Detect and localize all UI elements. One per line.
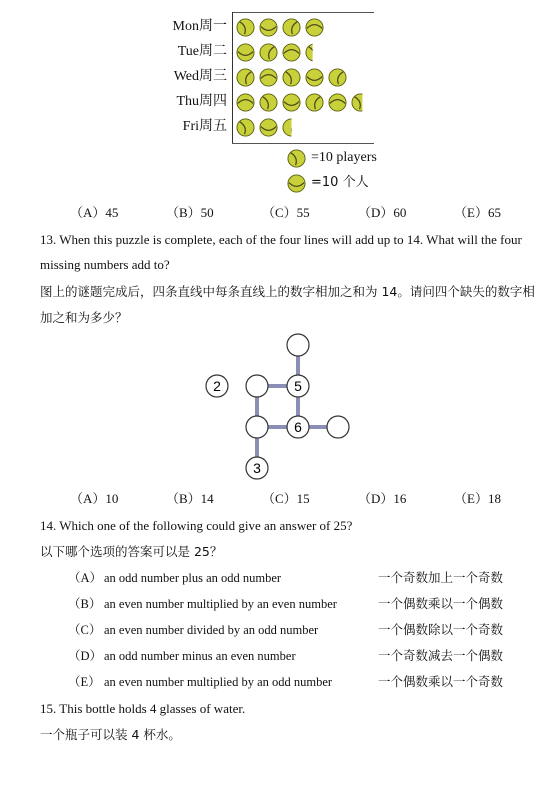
tennis-ball-icon xyxy=(259,68,278,87)
choice-text-en: an even number multiplied by an even number xyxy=(104,597,337,611)
q13-text-zh-2: 加之和为多少？ xyxy=(40,310,128,325)
choice-letter: （B） xyxy=(68,597,102,611)
tennis-ball-icon xyxy=(236,68,255,87)
tennis-ball-icon xyxy=(305,93,324,112)
q13-text-zh-1: 图上的谜题完成后，四条直线中每条直线上的数字相加之和为 14。请问四个缺失的数字相 xyxy=(40,284,535,299)
q13-option-a[interactable]: （A）10 xyxy=(70,491,119,506)
tennis-ball-icon xyxy=(282,18,301,37)
pictogram-top-rule xyxy=(232,12,374,13)
choice-text-en: an even number divided by an odd number xyxy=(104,623,319,637)
q13-text-en-1: 13. When this puzzle is complete, each of the four lines will add up to 14. What will the four xyxy=(40,232,522,247)
choice-text-zh: 一个奇数加上一个奇数 xyxy=(378,570,504,585)
q13-option-e[interactable]: （E）18 xyxy=(454,491,501,506)
tennis-ball-icon xyxy=(236,118,255,137)
legend-text-zh: =10 个人 xyxy=(311,175,369,190)
tennis-ball-icon xyxy=(282,68,301,87)
tennis-ball-icon xyxy=(328,93,347,112)
choice-text-en: an even number multiplied by an odd number xyxy=(104,675,333,689)
tennis-ball-icon xyxy=(236,18,255,37)
legend-text-en: =10 players xyxy=(311,150,377,165)
number-puzzle-diagram xyxy=(195,330,365,485)
choice-letter: （A） xyxy=(68,571,103,585)
choice-text-zh: 一个偶数除以一个奇数 xyxy=(378,622,504,637)
puzzle-number-center: 6 xyxy=(294,419,302,435)
tennis-ball-icon xyxy=(259,18,278,37)
tennis-ball-icon xyxy=(305,68,324,87)
q15-text-zh: 一个瓶子可以装 4 杯水。 xyxy=(40,727,181,742)
choice-letter: （D） xyxy=(68,649,103,663)
tennis-ball-icon xyxy=(287,149,306,168)
q12-option-b[interactable]: （B）50 xyxy=(166,205,214,220)
tennis-ball-icon xyxy=(236,93,255,112)
choice-text-en: an odd number minus an even number xyxy=(104,649,296,663)
day-label-thu: Thu周四 xyxy=(176,94,227,109)
q12-option-a[interactable]: （A）45 xyxy=(70,205,119,220)
puzzle-circle-empty xyxy=(246,375,268,397)
tennis-ball-icon xyxy=(305,18,324,37)
q13-text-en-2: missing numbers add to? xyxy=(40,257,170,272)
tennis-ball-icon xyxy=(328,68,347,87)
day-label-fri: Fri周五 xyxy=(182,119,227,134)
tennis-ball-icon xyxy=(259,118,278,137)
choice-text-zh: 一个偶数乘以一个偶数 xyxy=(378,596,504,611)
day-label-mon: Mon周一 xyxy=(172,19,227,34)
q14-text-en: 14. Which one of the following could give an answer of 25? xyxy=(40,518,353,533)
puzzle-number-bottom: 3 xyxy=(253,460,261,476)
pictogram-axis xyxy=(232,12,233,144)
q12-option-e[interactable]: （E）65 xyxy=(454,205,501,220)
choice-letter: （C） xyxy=(68,623,102,637)
choice-text-zh: 一个奇数减去一个偶数 xyxy=(378,648,504,663)
puzzle-number-top-right: 5 xyxy=(294,378,302,394)
q12-option-c[interactable]: （C）55 xyxy=(262,205,310,220)
q13-option-d[interactable]: （D）16 xyxy=(358,491,407,506)
choice-letter: （E） xyxy=(68,675,101,689)
tennis-ball-icon xyxy=(287,174,306,193)
q13-option-c[interactable]: （C）15 xyxy=(262,491,310,506)
day-label-tue: Tue周二 xyxy=(177,44,227,59)
tennis-ball-icon xyxy=(259,43,278,62)
q14-text-zh: 以下哪个选项的答案可以是 25？ xyxy=(40,544,223,559)
tennis-ball-icon xyxy=(282,43,301,62)
puzzle-circle-empty xyxy=(246,416,268,438)
tennis-ball-icon xyxy=(236,43,255,62)
day-label-wed: Wed周三 xyxy=(173,69,227,84)
q13-option-b[interactable]: （B）14 xyxy=(166,491,214,506)
puzzle-circle-empty xyxy=(327,416,349,438)
tennis-ball-icon xyxy=(305,43,324,62)
tennis-ball-icon xyxy=(282,93,301,112)
pictogram-bottom-rule xyxy=(232,143,374,144)
choice-text-zh: 一个偶数乘以一个奇数 xyxy=(378,674,504,689)
tennis-ball-icon xyxy=(259,93,278,112)
q12-option-d[interactable]: （D）60 xyxy=(358,205,407,220)
tennis-ball-icon xyxy=(282,118,301,137)
puzzle-circle-empty xyxy=(287,334,309,356)
choice-text-en: an odd number plus an odd number xyxy=(104,571,282,585)
q15-text-en: 15. This bottle holds 4 glasses of water. xyxy=(40,701,246,716)
puzzle-number-left: 2 xyxy=(213,378,221,394)
tennis-ball-icon xyxy=(351,93,370,112)
